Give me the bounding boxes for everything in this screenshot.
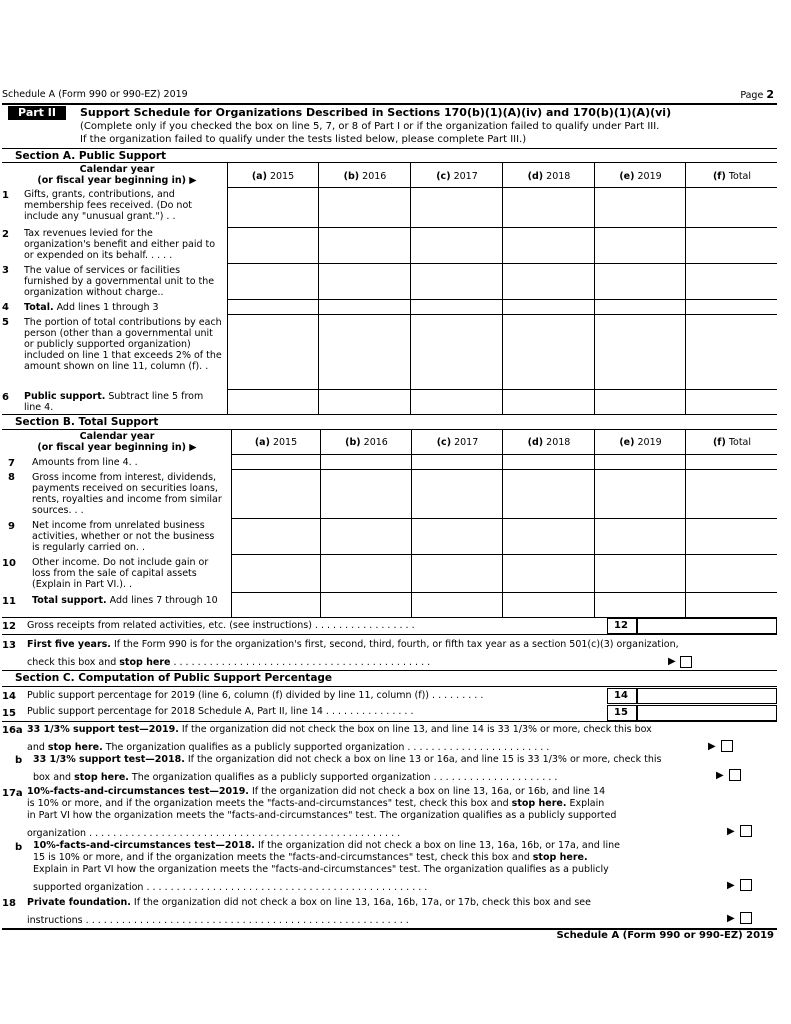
line-18-text-1: Private foundation. If the organization did not check a box on line 13, 16a, 16b, 17a, or 17b, check this box and see — [27, 897, 591, 908]
rule — [2, 721, 777, 722]
grid — [594, 163, 595, 414]
line-num: 15 — [2, 708, 16, 719]
form-id-footer: Schedule A (Form 990 or 990-EZ) 2019 — [556, 930, 774, 941]
line-4-text: Total. Add lines 1 through 3 — [24, 302, 159, 313]
col-c-header: (c) 2017 — [436, 437, 479, 448]
col-a-header: (a) 2015 — [251, 171, 295, 182]
form-id-header: Schedule A (Form 990 or 990-EZ) 2019 — [2, 89, 188, 100]
line-num: 7 — [8, 458, 15, 469]
line-17b-text-2: 15 is 10% or more, and if the organization meets the "facts-and-circumstances" test, check this box and stop here. — [33, 852, 588, 863]
line-18-text-2: instructions . . . . . . . . . . . . . . . . . . . . . . . . . . . . . . . . . . . . . . . . . . . . . . . . . . . . . . — [27, 915, 409, 926]
grid — [502, 163, 503, 414]
page-number: Page 2 — [740, 88, 774, 101]
header-rule — [2, 103, 777, 105]
line-num: 13 — [2, 640, 16, 651]
line-num: 8 — [8, 472, 15, 483]
col-f-header: (f) Total — [712, 437, 752, 448]
grid — [231, 518, 777, 519]
grid — [685, 163, 686, 414]
line-10-text: Other income. Do not include gain or loss from the sale of capital assets (Explain in Part VI.). . — [32, 557, 209, 590]
line-num: 18 — [2, 898, 16, 909]
line-16a-text-1: 33 1/3% support test—2019. If the organization did not check the box on line 13, and line 14 is 33 1/3% or more, check this box — [27, 724, 652, 735]
line-num: 14 — [2, 691, 16, 702]
line-14-box-label: 14 — [607, 688, 637, 704]
line-15-text: Public support percentage for 2018 Schedule A, Part II, line 14 . . . . . . . . . . . . . . . — [27, 706, 414, 717]
line-12-box-label: 12 — [607, 618, 637, 634]
line-15-percent-field[interactable] — [637, 705, 777, 721]
col-b-header: (b) 2016 — [343, 171, 387, 182]
line-16a-text-2: and stop here. The organization qualifies as a publicly supported organization . . . . . . . . . . . . . . . . . . . . . . . . — [27, 742, 550, 753]
grid — [410, 163, 411, 414]
col-e-header: (e) 2019 — [619, 437, 662, 448]
rule — [2, 414, 777, 415]
line-17b-text-1: 10%-facts-and-circumstances test—2018. If the organization did not check a box on line 13, 16a, 16b, or 17a, and line — [33, 840, 620, 851]
line-num: b — [15, 755, 23, 766]
line-17a-checkbox[interactable] — [740, 825, 752, 837]
line-9-text: Net income from unrelated business activities, whether or not the business is regularly carried on. . — [32, 520, 215, 553]
rule — [2, 634, 777, 635]
line-14-percent-field[interactable] — [637, 688, 777, 704]
col-a-header: (a) 2015 — [254, 437, 298, 448]
line-1-text: Gifts, grants, contributions, and membership fees received. (Do not include any "unusual grant.") . . — [24, 189, 192, 222]
line-3-text: The value of services or facilities furnished by a governmental unit to the organization without charge.. — [24, 265, 215, 298]
grid — [227, 187, 777, 188]
line-num: 10 — [2, 558, 16, 569]
line-16b-text-2: box and stop here. The organization qualifies as a publicly supported organization . . . . . . . . . . . . . . . . . . . . . — [33, 772, 558, 783]
line-num: 3 — [2, 265, 9, 276]
grid — [231, 592, 777, 593]
part-subtitle-2: If the organization failed to qualify under the tests listed below, please complete Part III.) — [80, 134, 527, 145]
line-num: 16a — [2, 725, 23, 736]
rule — [2, 162, 777, 163]
rule — [2, 429, 777, 430]
line-12-amount-field[interactable] — [637, 618, 777, 634]
line-13-text-2: check this box and stop here . . . . . . . . . . . . . . . . . . . . . . . . . . . . . . . . . . . . . . . . . . . — [27, 657, 431, 668]
line-7-text: Amounts from line 4. . — [32, 457, 138, 468]
line-num: 6 — [2, 392, 9, 403]
rule — [2, 148, 777, 149]
line-num: 5 — [2, 317, 9, 328]
arrow-icon: ▶ — [668, 656, 676, 667]
col-b-header: (b) 2016 — [345, 437, 388, 448]
grid — [227, 389, 777, 390]
grid — [411, 430, 412, 617]
section-a-title: Section A. Public Support — [15, 150, 167, 162]
section-c-title: Section C. Computation of Public Support Percentage — [15, 672, 333, 684]
line-12-text: Gross receipts from related activities, etc. (see instructions) . . . . . . . . . . . . . . . . . — [27, 620, 415, 631]
arrow-icon: ▶ — [727, 913, 735, 924]
grid — [227, 163, 228, 414]
line-13-text-1: First five years. If the Form 990 is for the organization's first, second, third, fourth, or fifth tax year as a section 501(c)(3) organization, — [27, 639, 679, 650]
grid — [318, 163, 319, 414]
line-17a-text-2: is 10% or more, and if the organization meets the "facts-and-circumstances" test, check this box and stop here. Explain — [27, 798, 605, 809]
line-8-text: Gross income from interest, dividends, payments received on securities loans, rents, royalties and income from similar sources. . . — [32, 472, 222, 516]
grid — [227, 227, 777, 228]
grid — [231, 469, 777, 470]
line-17a-text-1: 10%-facts-and-circumstances test—2019. If the organization did not check a box on line 13, 16a, or 16b, and line 14 — [27, 786, 606, 797]
line-13-checkbox[interactable] — [680, 656, 692, 668]
line-17b-checkbox[interactable] — [740, 879, 752, 891]
grid — [231, 554, 777, 555]
line-15-box-label: 15 — [607, 705, 637, 721]
line-num: 4 — [2, 302, 9, 313]
line-16b-text-1: 33 1/3% support test—2018. If the organization did not check a box on line 13 or 16a, and line 15 is 33 1/3% or more, check this — [33, 754, 662, 765]
col-e-header: (e) 2019 — [619, 171, 662, 182]
line-16b-checkbox[interactable] — [729, 769, 741, 781]
calendar-year-header-a: Calendar year (or fiscal year beginning in) ▶ — [37, 164, 197, 186]
line-num: 9 — [8, 521, 15, 532]
grid — [502, 430, 503, 617]
rule — [2, 686, 777, 687]
arrow-icon: ▶ — [716, 770, 724, 781]
line-16a-checkbox[interactable] — [721, 740, 733, 752]
line-num: b — [15, 842, 23, 853]
line-17b-text-4: supported organization . . . . . . . . . . . . . . . . . . . . . . . . . . . . . . . . . . . . . . . . . . . . . . . — [33, 882, 428, 893]
part-title: Support Schedule for Organizations Described in Sections 170(b)(1)(A)(iv) and 170(b)(1)(A)(vi) — [80, 106, 672, 119]
arrow-icon: ▶ — [708, 741, 716, 752]
grid — [227, 263, 777, 264]
rule — [2, 670, 777, 671]
line-num: 17a — [2, 788, 23, 799]
part-subtitle-1: (Complete only if you checked the box on line 5, 7, or 8 of Part I or if the organization failed to qualify under Part III. — [80, 121, 660, 132]
line-num: 1 — [2, 190, 9, 201]
arrow-icon: ▶ — [727, 826, 735, 837]
grid — [231, 430, 232, 617]
grid — [594, 430, 595, 617]
arrow-icon: ▶ — [727, 880, 735, 891]
col-f-header: (f) Total — [712, 171, 752, 182]
line-num: 2 — [2, 229, 9, 240]
line-num: 11 — [2, 596, 16, 607]
part-label: Part II — [8, 106, 66, 120]
line-17a-text-4: organization . . . . . . . . . . . . . . . . . . . . . . . . . . . . . . . . . . . . . . . . . . . . . . . . . . . . — [27, 828, 401, 839]
grid — [685, 430, 686, 617]
section-b-title: Section B. Total Support — [15, 416, 159, 428]
line-2-text: Tax revenues levied for the organization's benefit and either paid to or expended on its behalf. . . . . — [24, 228, 216, 261]
grid — [231, 454, 777, 455]
line-5-text: The portion of total contributions by each person (other than a governmental unit or publicly supported organization) included on line 1 that exceeds 2% of the amount shown on line 11, column (f). . — [24, 317, 222, 372]
line-17b-text-3: Explain in Part VI how the organization meets the "facts-and-circumstances" test. The organization qualifies as a publicly — [33, 864, 609, 875]
grid — [227, 299, 777, 300]
line-6-text: Public support. Subtract line 5 from line 4. — [24, 391, 204, 413]
calendar-year-header-b: Calendar year (or fiscal year beginning in) ▶ — [37, 431, 197, 453]
grid — [320, 430, 321, 617]
line-11-text: Total support. Add lines 7 through 10 — [32, 595, 218, 606]
line-18-checkbox[interactable] — [740, 912, 752, 924]
line-num: 12 — [2, 621, 16, 632]
col-c-header: (c) 2017 — [436, 171, 478, 182]
grid — [227, 314, 777, 315]
line-17a-text-3: in Part VI how the organization meets the "facts-and-circumstances" test. The organization qualifies as a publicly supported — [27, 810, 617, 821]
col-d-header: (d) 2018 — [527, 437, 571, 448]
col-d-header: (d) 2018 — [527, 171, 571, 182]
line-14-text: Public support percentage for 2019 (line 6, column (f) divided by line 11, column (f)) . . . . . . . . . — [27, 690, 484, 701]
